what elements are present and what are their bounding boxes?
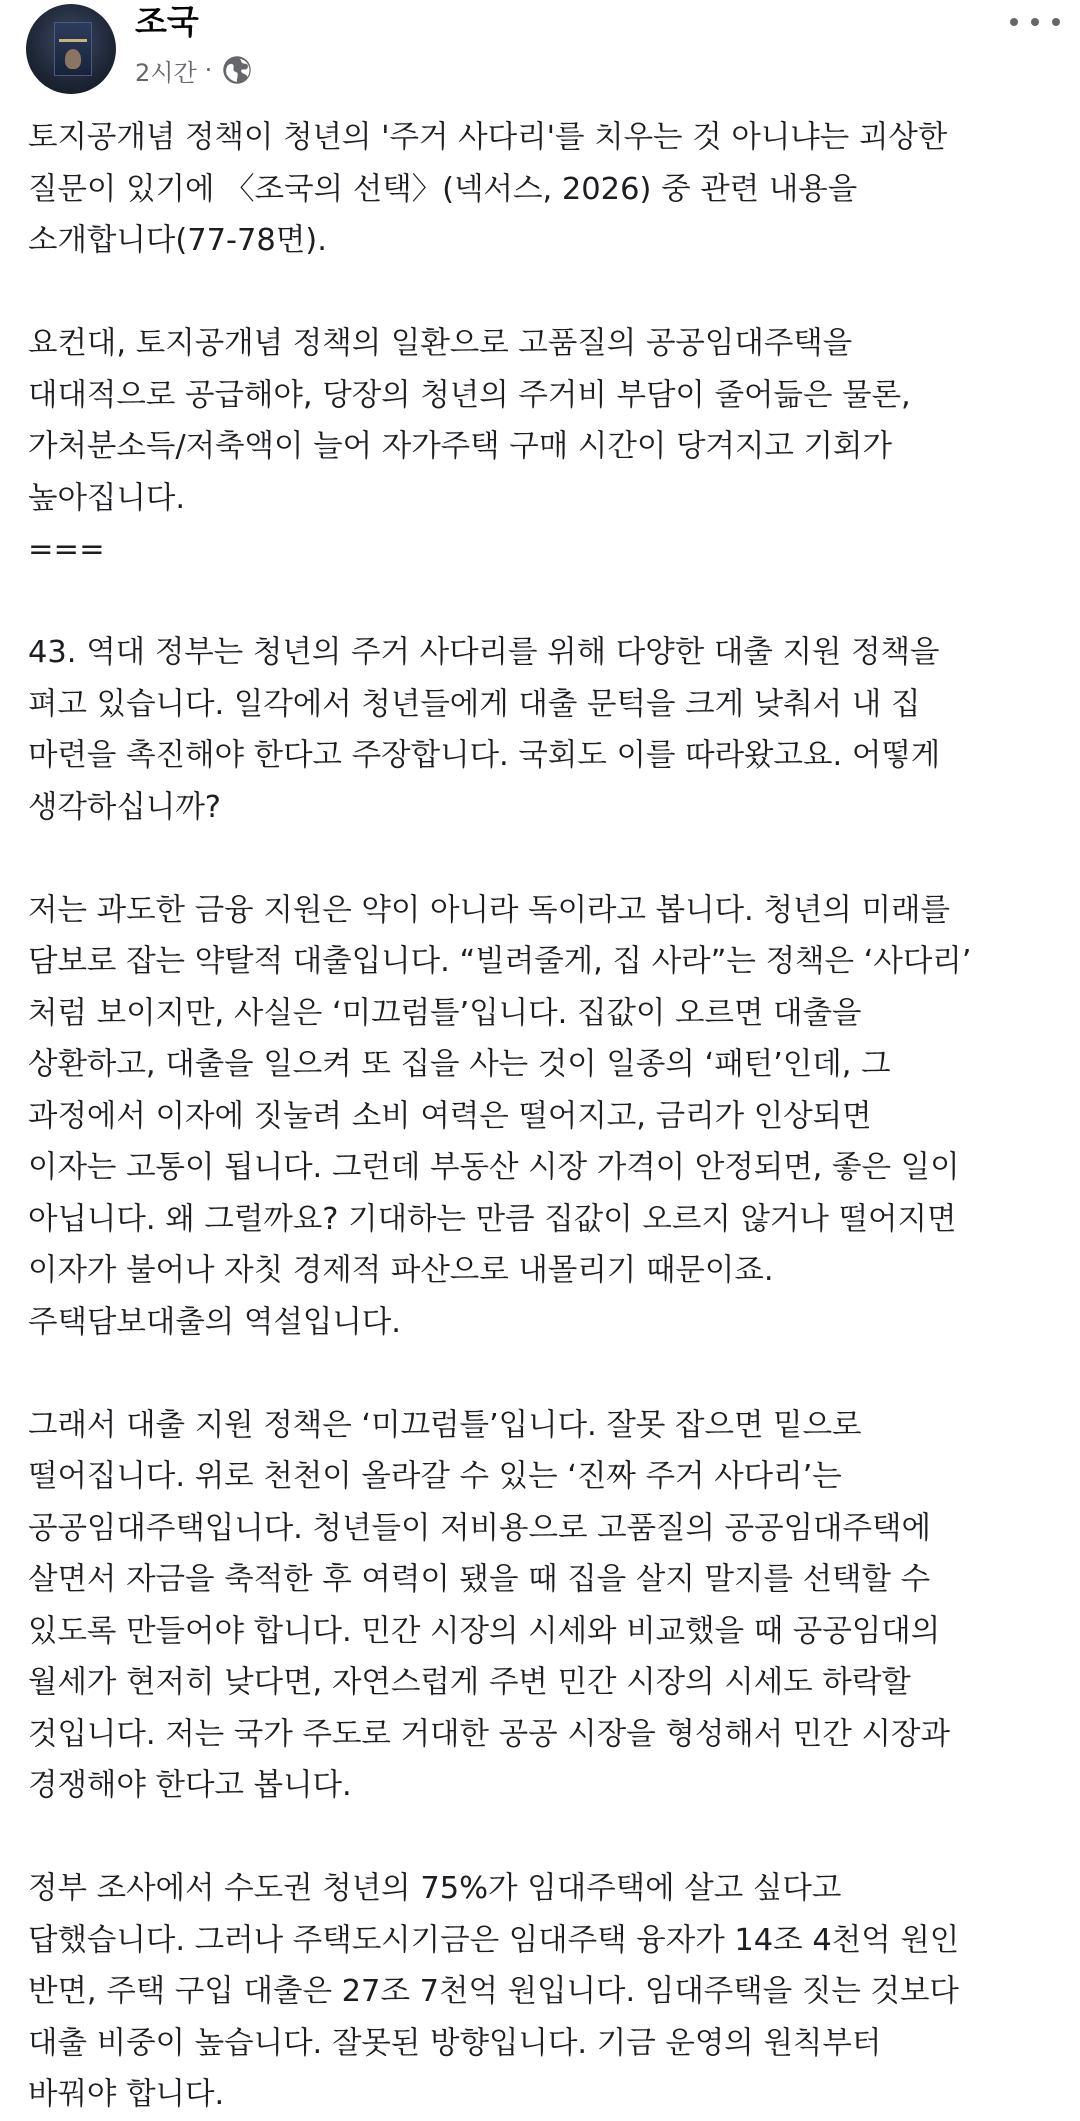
text-line: 아닙니다. 왜 그럴까요? 기대하는 만큼 집값이 오르지 않거나 떨어지면 xyxy=(28,1201,957,1237)
text-line: 토지공개념 정책이 청년의 '주거 사다리'를 치우는 것 아니냐는 괴상한 xyxy=(28,120,948,155)
text-line: 가처분소득/저축액이 늘어 자가주택 구매 시간이 당겨지고 기회가 xyxy=(28,429,892,464)
post-meta xyxy=(135,52,252,88)
paragraph-question xyxy=(28,627,1058,833)
text-line: 마련을 촉진해야 한다고 주장합니다. 국회도 이를 따라왔고요. 어떻게 xyxy=(28,738,941,773)
more-options-icon xyxy=(1010,18,1018,26)
text-line: 질문이 있기에 〈조국의 선택〉(넥서스, 2026) 중 관련 내용을 xyxy=(28,171,858,207)
text-line: 대출 비중이 높습니다. 잘못된 방향입니다. 기금 운영의 원칙부터 xyxy=(28,2025,882,2061)
author-name[interactable]: 조국 xyxy=(135,2,199,41)
paragraph-summary xyxy=(28,318,1058,576)
text-line: 소개합니다(77-78면). xyxy=(28,223,327,258)
text-line: 공공임대주택입니다. 청년들이 저비용으로 고품질의 공공임대주택에 xyxy=(28,1510,931,1546)
avatar[interactable] xyxy=(26,4,116,94)
text-line: 반면, 주택 구입 대출은 27조 7천억 원입니다. 임대주택을 짓는 것보다 xyxy=(28,1974,959,2009)
text-line: 그래서 대출 지원 정책은 ‘미끄럼틀’입니다. 잘못 잡으면 밑으로 xyxy=(28,1407,862,1443)
post-time[interactable]: 2시간 xyxy=(135,58,197,87)
text-line: 생각하십니까? xyxy=(28,789,221,825)
globe-icon[interactable] xyxy=(222,55,252,85)
text-line: 있도록 만들어야 합니다. 민간 시장의 시세와 비교했을 때 공공임대의 xyxy=(28,1613,941,1649)
text-line: 43. 역대 정부는 청년의 주거 사다리를 위해 다양한 대출 지원 정책을 xyxy=(28,635,940,670)
text-line: 담보로 잡는 약탈적 대출입니다. “빌려줄게, 집 사라”는 정책은 ‘사다리’ xyxy=(28,944,972,979)
text-line: === xyxy=(28,532,105,567)
text-line: 바꿔야 합니다. xyxy=(28,2077,225,2112)
text-line: 상환하고, 대출을 일으켜 또 집을 사는 것이 일종의 ‘패턴’인데, 그 xyxy=(28,1047,891,1082)
book-cover-image xyxy=(54,22,92,76)
post-header xyxy=(0,0,1080,100)
text-line: 높아집니다. xyxy=(28,480,186,516)
paragraph-answer-1 xyxy=(28,885,1058,1349)
post-body xyxy=(28,112,1058,2121)
text-line: 저는 과도한 금융 지원은 약이 아니라 독이라고 봅니다. 청년의 미래를 xyxy=(28,892,950,928)
text-line: 월세가 현저히 낮다면, 자연스럽게 주변 민간 시장의 시세도 하락할 xyxy=(28,1665,911,1700)
text-line: 답했습니다. 그러나 주택도시기금은 임대주택 융자가 14조 4천억 원인 xyxy=(28,1922,960,1958)
text-line: 주택담보대출의 역설입니다. xyxy=(28,1304,401,1340)
text-line: 것입니다. 저는 국가 주도로 거대한 공공 시장을 형성해서 민간 시장과 xyxy=(28,1716,950,1752)
paragraph-intro xyxy=(28,112,1058,267)
text-line: 이자는 고통이 됩니다. 그런데 부동산 시장 가격이 안정되면, 좋은 일이 xyxy=(28,1150,960,1185)
text-line: 이자가 불어나 자칫 경제적 파산으로 내몰리기 때문이죠. xyxy=(28,1253,774,1288)
text-line: 펴고 있습니다. 일각에서 청년들에게 대출 문턱을 크게 낮춰서 내 집 xyxy=(28,686,921,722)
text-line: 요컨대, 토지공개념 정책의 일환으로 고품질의 공공임대주택을 xyxy=(28,326,853,361)
paragraph-answer-3 xyxy=(28,1863,1058,2121)
text-line: 과정에서 이자에 짓눌려 소비 여력은 떨어지고, 금리가 인상되면 xyxy=(28,1098,872,1134)
text-line: 살면서 자금을 축적한 후 여력이 됐을 때 집을 살지 말지를 선택할 수 xyxy=(28,1562,931,1597)
meta-separator: · xyxy=(204,56,213,84)
text-line: 경쟁해야 한다고 봅니다. xyxy=(28,1768,352,1803)
text-line: 대대적으로 공급해야, 당장의 청년의 주거비 부담이 줄어듦은 물론, xyxy=(28,377,911,413)
paragraph-answer-2 xyxy=(28,1400,1058,1812)
text-line: 처럼 보이지만, 사실은 ‘미끄럼틀’입니다. 집값이 오르면 대출을 xyxy=(28,995,862,1031)
more-options-button[interactable] xyxy=(1010,10,1060,34)
text-line: 떨어집니다. 위로 천천이 올라갈 수 있는 ‘진짜 주거 사다리’는 xyxy=(28,1459,842,1494)
text-line: 정부 조사에서 수도권 청년의 75%가 임대주택에 살고 싶다고 xyxy=(28,1871,842,1906)
